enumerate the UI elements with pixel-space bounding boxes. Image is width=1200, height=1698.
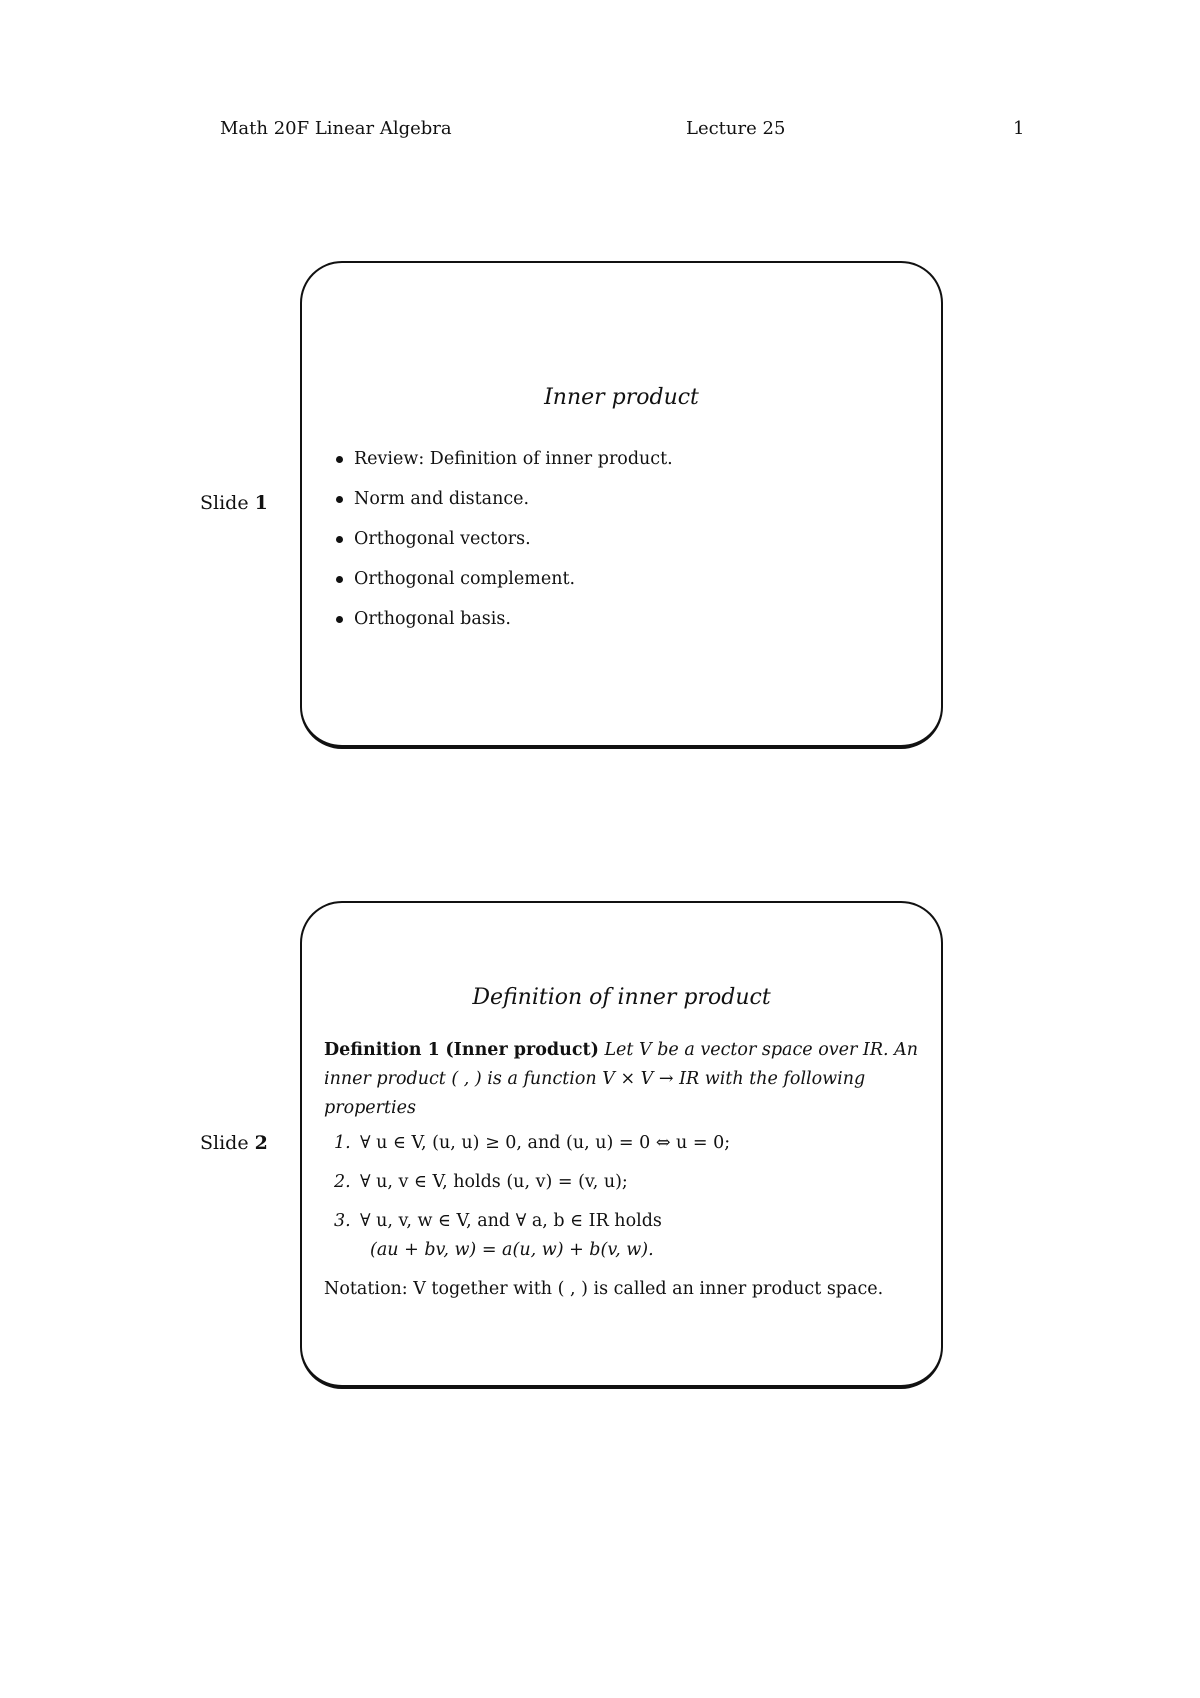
slide-label-number: 2: [254, 1132, 268, 1154]
definition-statement: [324, 1036, 921, 1123]
slide-1-title: Inner product: [544, 385, 699, 410]
bullet-text: Orthogonal basis.: [354, 609, 511, 629]
page-number: 1: [1013, 118, 1025, 139]
bullet-text: Norm and distance.: [354, 489, 530, 509]
slide-1-bullet-list: [336, 439, 673, 639]
property-text: ∀ u ∈ V, (u, u) ≥ 0, and (u, u) = 0 ⇔ u = 0;: [360, 1133, 731, 1153]
bullet-item: [336, 519, 673, 559]
property-item: [334, 1168, 921, 1197]
definition-name: (Inner product): [445, 1040, 599, 1060]
definition-text: Let V be a vector space over IR. An inner product ( , ) is a function V × V → IR with the following properties: [324, 1040, 919, 1118]
slide-label-text: Slide: [200, 1132, 249, 1154]
bullet-item: [336, 599, 673, 639]
bullet-text: Orthogonal vectors.: [354, 529, 531, 549]
property-number: 3.: [334, 1211, 351, 1231]
definition-block: [324, 1036, 921, 1304]
notation-text: Notation: V together with ( , ) is called an inner product space.: [324, 1279, 884, 1299]
bullet-icon: [336, 496, 343, 503]
property-number: 1.: [334, 1133, 351, 1153]
bullet-icon: [336, 536, 343, 543]
slide-label-number: 1: [254, 492, 268, 514]
bullet-text: Orthogonal complement.: [354, 569, 576, 589]
definition-head: Definition 1: [324, 1040, 440, 1060]
property-continuation: (au + bv, w) = a(u, w) + b(v, w).: [370, 1240, 654, 1260]
bullet-text: Review: Definition of inner product.: [354, 449, 673, 469]
property-text: ∀ u, v ∈ V, holds (u, v) = (v, u);: [360, 1172, 628, 1192]
bullet-item: [336, 559, 673, 599]
slide-2-frame: [300, 901, 943, 1389]
bullet-item: [336, 439, 673, 479]
slide-1-frame: [300, 261, 943, 749]
property-number: 2.: [334, 1172, 351, 1192]
slide-label-text: Slide: [200, 492, 249, 514]
bullet-icon: [336, 456, 343, 463]
property-text: ∀ u, v, w ∈ V, and ∀ a, b ∈ IR holds: [360, 1211, 662, 1231]
slide-2-title: Definition of inner product: [472, 985, 771, 1010]
slide-1-label: [200, 492, 268, 514]
property-item: [334, 1129, 921, 1158]
property-item: [334, 1207, 921, 1265]
bullet-icon: [336, 576, 343, 583]
lecture-number: Lecture 25: [686, 118, 786, 139]
property-list: [324, 1129, 921, 1265]
bullet-icon: [336, 616, 343, 623]
bullet-item: [336, 479, 673, 519]
course-title: Math 20F Linear Algebra: [220, 118, 452, 139]
slide-2-label: [200, 1132, 268, 1154]
